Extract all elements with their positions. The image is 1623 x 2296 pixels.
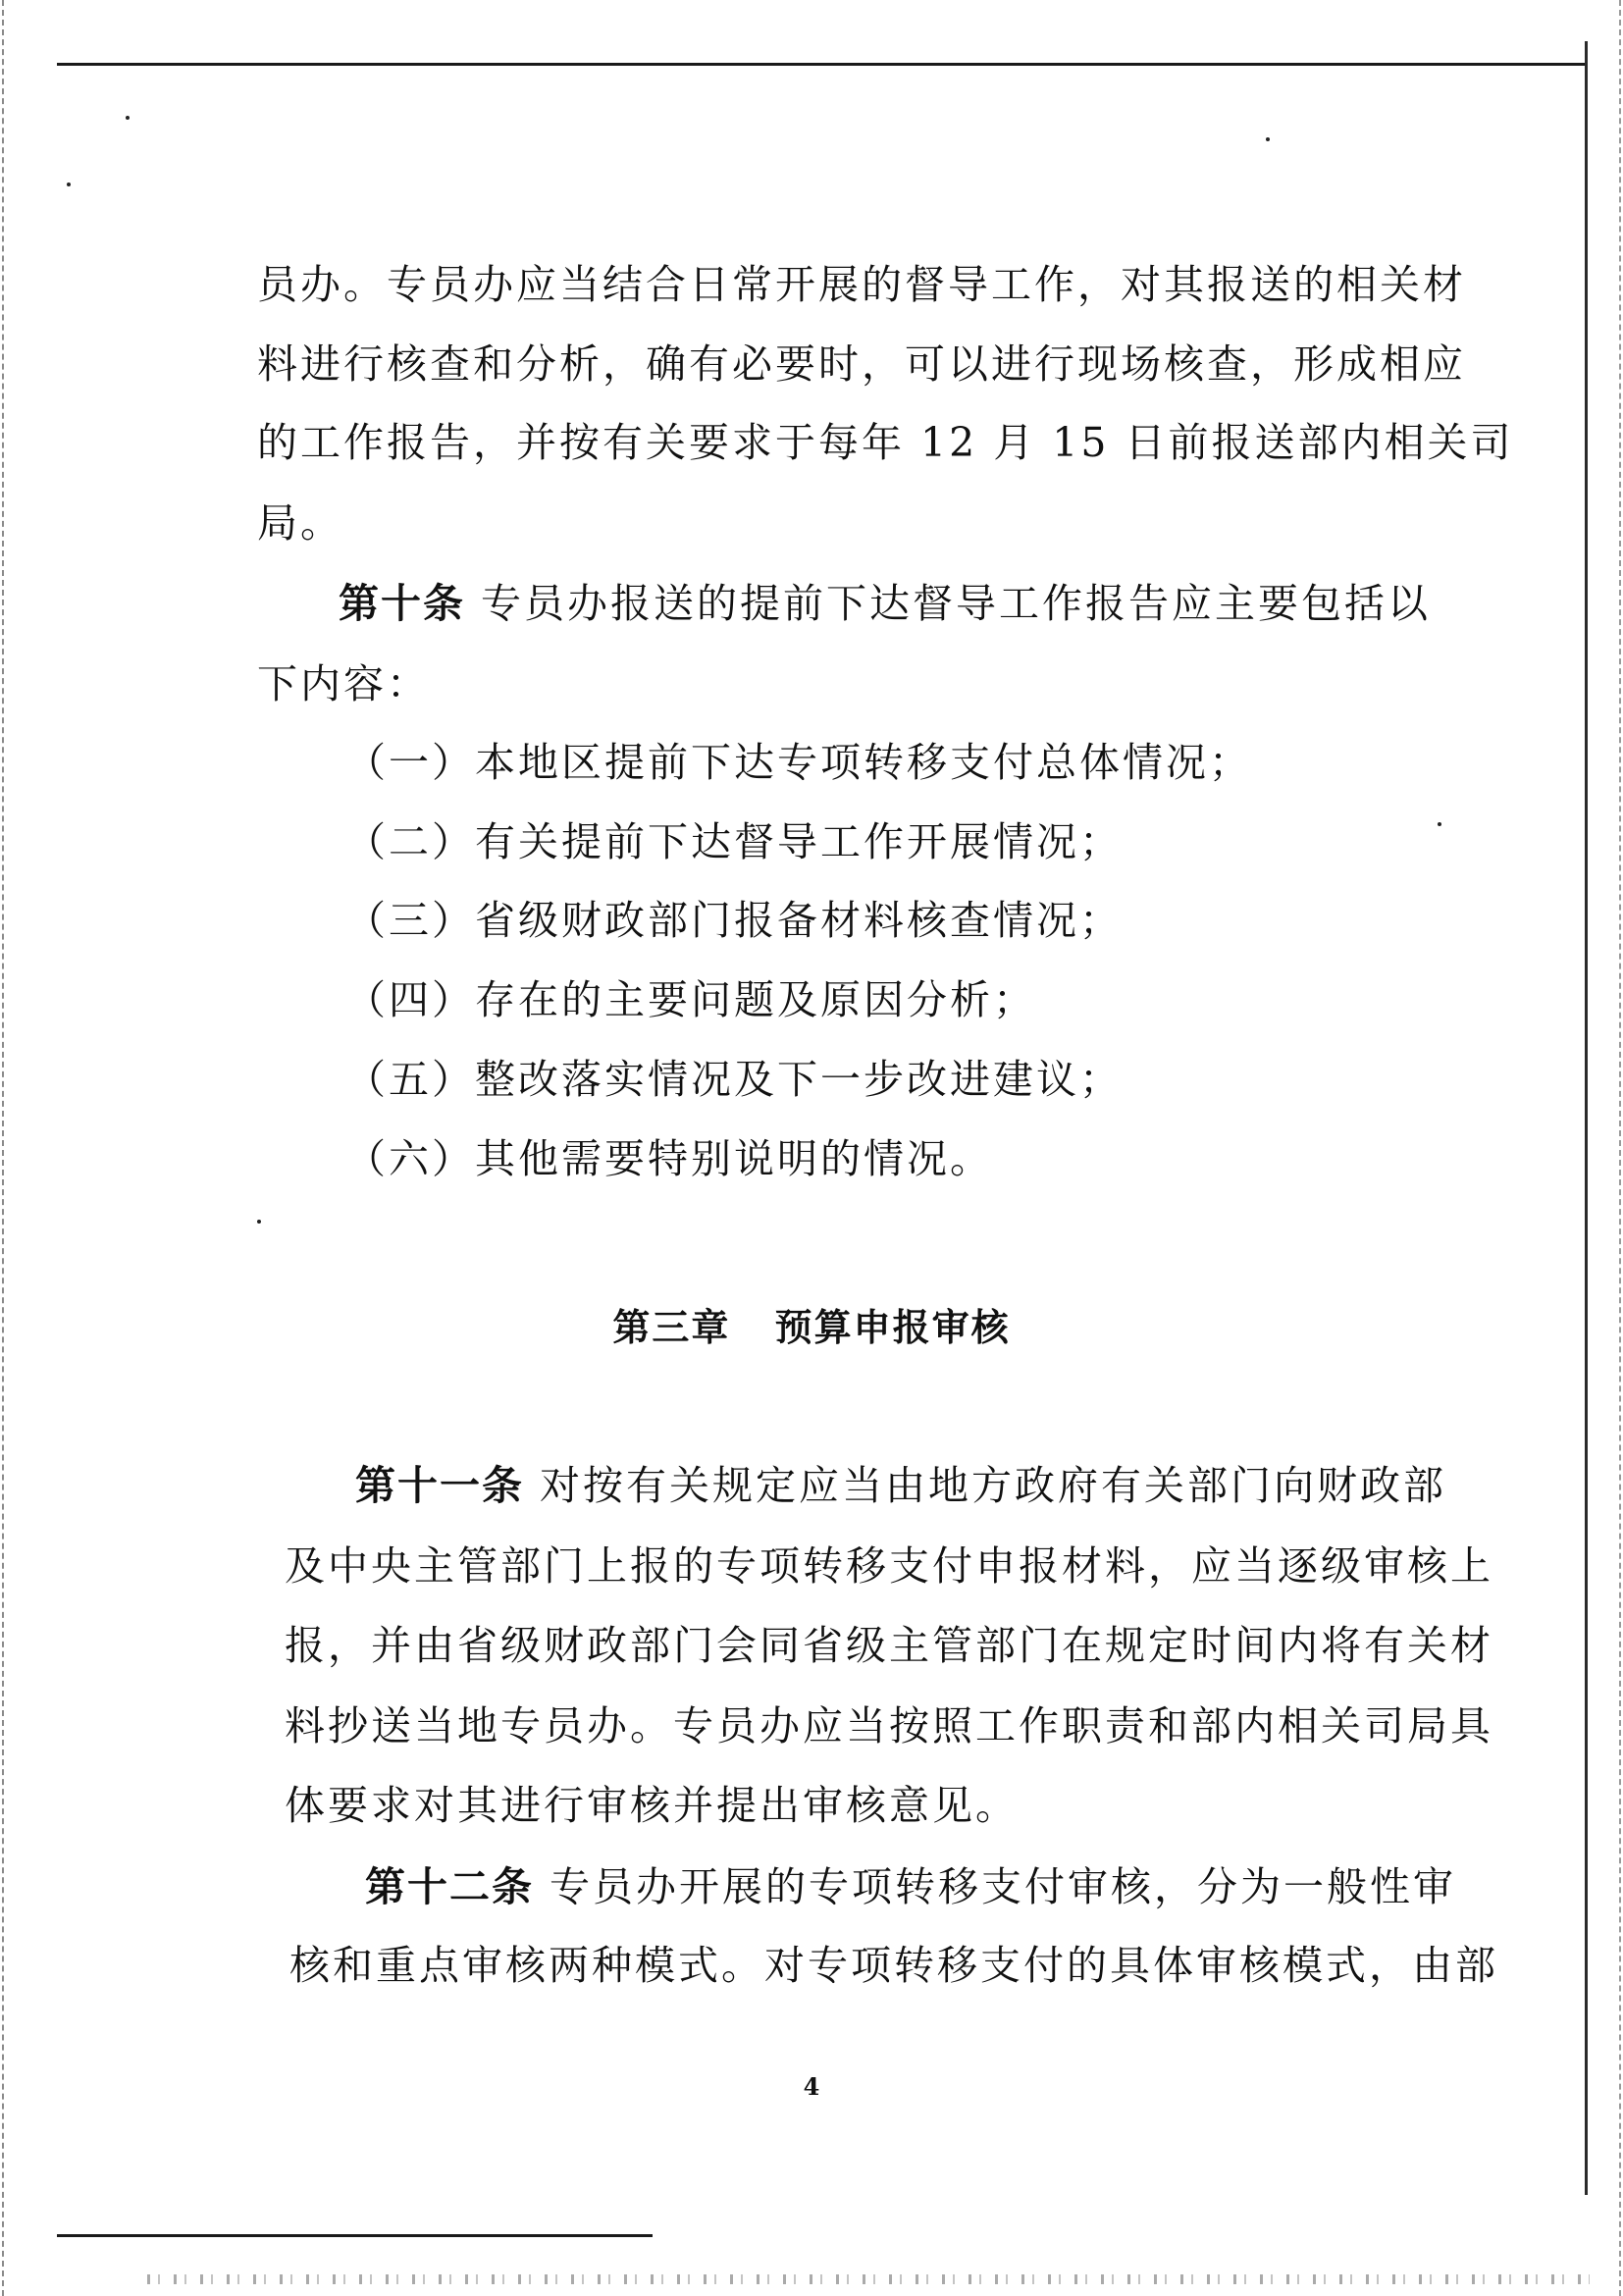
article-12-line: 核和重点审核两种模式。对专项转移支付的具体审核模式，由部 [289,1942,1498,1989]
article-label: 第十条 [339,580,465,627]
article-11-line: 报，并由省级财政部门会同省级主管部门在规定时间内将有关材 [285,1622,1493,1669]
list-item: （三）省级财政部门报备材料核查情况； [345,897,1123,944]
list-item: （六）其他需要特别说明的情况。 [345,1135,993,1182]
article-11-line [355,1462,1447,1509]
body-line: 料进行核查和分析，确有必要时，可以进行现场核查，形成相应 [257,340,1466,388]
body-line: 员办。专员办应当结合日常开展的督导工作，对其报送的相关材 [257,261,1466,308]
article-11-line: 料抄送当地专员办。专员办应当按照工作职责和部内相关司局具 [285,1702,1493,1749]
article-11-line: 及中央主管部门上报的专项转移支付申报材料，应当逐级审核上 [285,1542,1493,1590]
page-frame-top-rule [57,63,1588,66]
body-line: 的工作报告，并按有关要求于每年 12 月 15 日前报送部内相关司 [257,419,1514,466]
scan-right-edge [1619,0,1621,2296]
list-item: （五）整改落实情况及下一步改进建议； [345,1056,1123,1103]
page-frame-right-rule [1585,41,1588,2195]
scan-bottom-noise [147,2274,1590,2284]
chapter-heading: 第三章 预算申报审核 [612,1306,1011,1349]
list-item: （二）有关提前下达督导工作开展情况； [345,818,1123,865]
article-text: 专员办报送的提前下达督导工作报告应主要包括以 [465,580,1432,627]
article-12-line [365,1863,1457,1910]
article-10-line [339,580,1432,627]
scan-left-edge [2,0,4,2296]
scan-speck [257,1220,261,1224]
article-10-line: 下内容： [257,660,430,707]
scan-speck [1266,137,1270,141]
page-frame-bottom-rule [57,2234,653,2237]
body-line: 局。 [257,499,343,547]
article-label: 第十一条 [355,1462,524,1509]
article-text: 专员办开展的专项转移支付审核，分为一般性审 [534,1863,1457,1910]
article-text: 对按有关规定应当由地方政府有关部门向财政部 [524,1462,1447,1509]
list-item: （一）本地区提前下达专项转移支付总体情况； [345,739,1252,786]
scan-speck [126,116,130,120]
page-number: 4 [803,2072,820,2101]
article-label: 第十二条 [365,1863,534,1910]
scan-speck [67,183,71,186]
scan-speck [1438,822,1441,826]
article-11-line: 体要求对其进行审核并提出审核意见。 [285,1782,1019,1829]
list-item: （四）存在的主要问题及原因分析； [345,976,1036,1023]
